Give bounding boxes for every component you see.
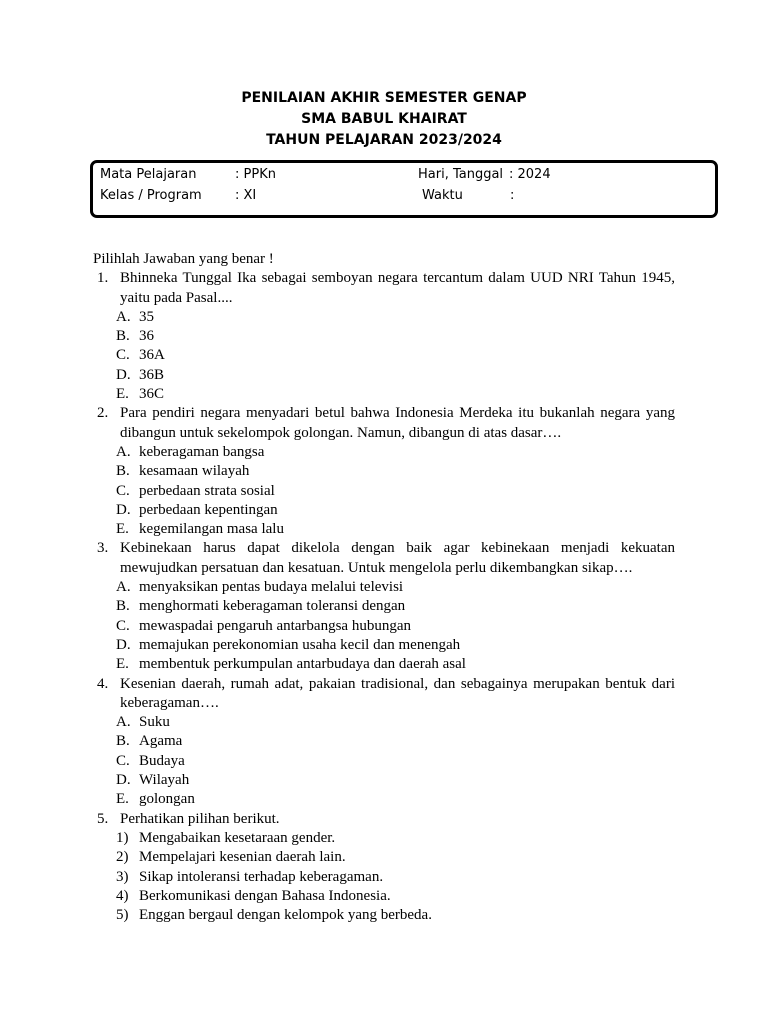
question-2-option [93,482,675,501]
option-text: keberagaman bangsa [139,443,265,460]
option-text: memajukan perekonomian usaha kecil dan menengah [139,636,461,653]
option-marker: A. [116,579,131,596]
option-marker: E. [116,791,129,808]
question-1-option [93,308,675,327]
question-2-option [93,520,675,539]
question-1-option [93,385,675,404]
question-5-option [93,829,675,848]
option-text: Berkomunikasi dengan Bahasa Indonesia. [139,887,391,904]
option-text: Suku [139,714,170,731]
option-text: Wilayah [139,772,190,789]
question-5-option [93,887,675,906]
exam-header [0,88,768,151]
option-text: 36C [139,386,165,403]
option-marker: A. [116,443,131,460]
question-text: Kesenian daerah, rumah adat, pakaian tradisional, dan sebagainya merupakan bentuk dari keberagaman…. [120,675,675,711]
option-marker: 5) [116,907,129,924]
time-value: : [510,188,515,203]
question-1-option [93,346,675,365]
option-marker: 3) [116,868,129,885]
option-text: menyaksikan pentas budaya melalui televisi [139,579,404,596]
subject-label: Mata Pelajaran [100,167,197,182]
question-4-option [93,732,675,751]
option-marker: C. [116,347,130,364]
option-marker: B. [116,598,130,615]
option-text: Enggan bergaul dengan kelompok yang berbeda. [139,907,432,924]
question-number: 4. [97,675,109,692]
day-value: : 2024 [509,167,551,182]
academic-year: TAHUN PELAJARAN 2023/2024 [266,132,502,148]
option-marker: 1) [116,829,129,846]
option-marker: D. [116,366,131,383]
option-marker: A. [116,714,131,731]
option-marker: B. [116,733,130,750]
option-text: 36 [139,328,154,345]
option-text: 36A [139,347,165,364]
question-4 [93,675,675,714]
option-text: Sikap intoleransi terhadap keberagaman. [139,868,384,885]
question-2 [93,404,675,443]
question-4-option [93,771,675,790]
option-marker: E. [116,521,129,538]
info-row-subject [93,167,715,187]
class-label: Kelas / Program [100,188,202,203]
question-number: 5. [97,810,109,827]
question-3-option [93,578,675,597]
question-4-option [93,790,675,809]
option-text: 35 [139,308,154,325]
question-1-option [93,327,675,346]
question-text: Kebinekaan harus dapat dikelola dengan baik agar kebinekaan menjadi kekuatan mewujudkan persatuan dan kesatuan. Untuk mengelola perlu dikembangkan sikap…. [120,540,675,576]
option-marker: B. [116,463,130,480]
question-3-option [93,617,675,636]
question-3-option [93,597,675,616]
question-1 [93,269,675,308]
question-3-option [93,636,675,655]
question-number: 1. [97,270,109,287]
option-marker: D. [116,636,131,653]
question-5-option [93,868,675,887]
option-text: 36B [139,366,165,383]
option-text: perbedaan kepentingan [139,501,278,518]
question-5 [93,810,675,829]
option-marker: A. [116,308,131,325]
exam-info-box [90,160,718,218]
option-text: perbedaan strata sosial [139,482,275,499]
option-marker: 4) [116,887,129,904]
option-marker: C. [116,617,130,634]
option-text: Mengabaikan kesetaraan gender. [139,829,336,846]
question-2-option [93,501,675,520]
question-2-option [93,443,675,462]
class-value: : XI [235,188,257,203]
option-text: kegemilangan masa lalu [139,521,284,538]
question-2-option [93,462,675,481]
option-marker: E. [116,386,129,403]
option-marker: C. [116,752,130,769]
option-text: mewaspadai pengaruh antarbangsa hubungan [139,617,411,634]
option-text: Budaya [139,752,185,769]
question-3-option [93,655,675,674]
info-row-class [93,188,715,208]
school-name: SMA BABUL KHAIRAT [301,111,467,127]
question-5-option [93,848,675,867]
question-list [93,269,675,925]
day-label: Hari, Tanggal [418,167,504,182]
question-text: Para pendiri negara menyadari betul bahwa Indonesia Merdeka itu bukanlah negara yang dibangun untuk sekelompok golongan. Namun, dibangun di atas dasar…. [120,405,675,441]
option-marker: 2) [116,849,129,866]
exam-content [93,250,675,925]
option-marker: D. [116,772,131,789]
option-marker: B. [116,328,130,345]
instructions: Pilihlah Jawaban yang benar ! [93,251,274,267]
option-marker: E. [116,656,129,673]
question-text: Perhatikan pilihan berikut. [120,810,280,827]
option-marker: D. [116,501,131,518]
exam-title: PENILAIAN AKHIR SEMESTER GENAP [241,90,527,106]
option-marker: C. [116,482,130,499]
option-text: kesamaan wilayah [139,463,250,480]
question-number: 2. [97,405,109,422]
question-1-option [93,366,675,385]
question-number: 3. [97,540,109,557]
question-4-option [93,752,675,771]
question-text: Bhinneka Tunggal Ika sebagai semboyan negara tercantum dalam UUD NRI Tahun 1945, yaitu pada Pasal.... [120,270,675,306]
option-text: Agama [139,733,183,750]
option-text: menghormati keberagaman toleransi dengan [139,598,406,615]
option-text: golongan [139,791,195,808]
time-label: Waktu [422,188,463,203]
question-5-option [93,906,675,925]
option-text: Mempelajari kesenian daerah lain. [139,849,346,866]
question-3 [93,539,675,578]
question-4-option [93,713,675,732]
option-text: membentuk perkumpulan antarbudaya dan daerah asal [139,656,466,673]
subject-value: : PPKn [235,167,276,182]
